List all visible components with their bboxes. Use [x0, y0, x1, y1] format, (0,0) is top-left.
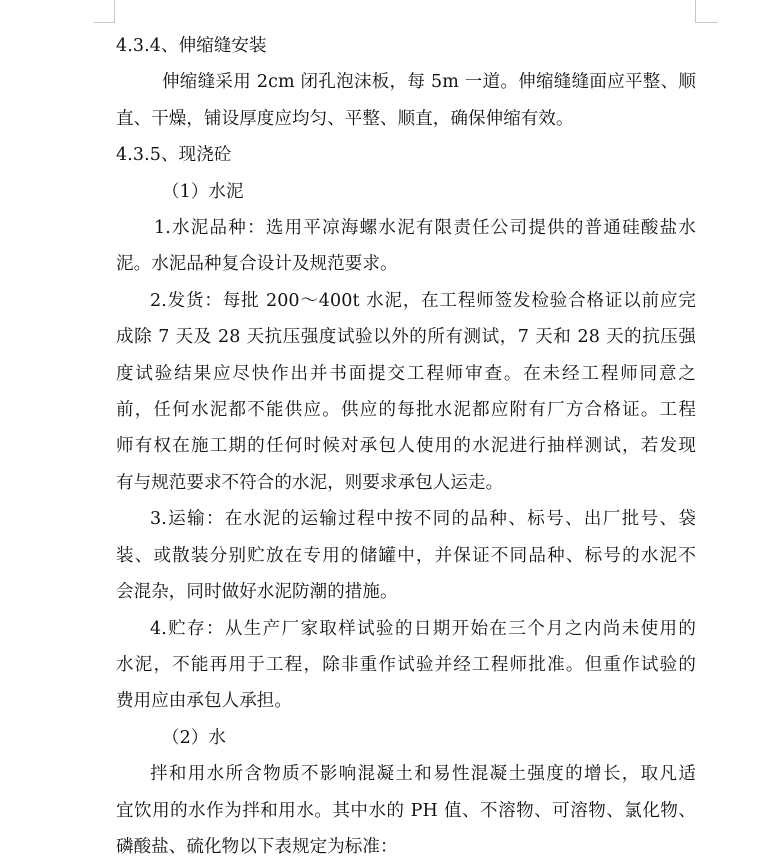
crop-mark-top-right — [695, 0, 718, 23]
document-body — [116, 28, 696, 865]
paragraph-line: 度试验结果应尽快作出并书面提交工程师审查。在未经工程师同意之 — [116, 363, 696, 384]
subheading-cement: （1）水泥 — [162, 181, 244, 202]
paragraph-line: 磷酸盐、硫化物以下表规定为标准： — [116, 836, 398, 857]
paragraph-line: 伸缩缝采用 2cm 闭孔泡沫板，每 5m 一道。伸缩缝缝面应平整、顺 — [162, 72, 696, 93]
paragraph-line: 装、或散装分别贮放在专用的储罐中，并保证不同品种、标号的水泥不 — [116, 545, 696, 566]
paragraph-line: 费用应由承包人承担。 — [116, 691, 292, 712]
section-heading-4-3-5: 4.3.5、现浇砼 — [116, 145, 232, 166]
crop-mark-top-left — [94, 0, 115, 23]
paragraph-line: 有与规范要求不符合的水泥，则要求承包人运走。 — [116, 472, 504, 493]
paragraph-line: 宜饮用的水作为拌和用水。其中水的 PH 值、不溶物、可溶物、氯化物、 — [116, 800, 696, 821]
paragraph-line: 1.水泥品种：选用平凉海螺水泥有限责任公司提供的普通硅酸盐水 — [154, 218, 696, 239]
paragraph-line: 4.贮存：从生产厂家取样试验的日期开始在三个月之内尚未使用的 — [150, 618, 696, 639]
subheading-water: （2）水 — [162, 727, 227, 748]
paragraph-line: 前，任何水泥都不能供应。供应的每批水泥都应附有厂方合格证。工程 — [116, 400, 696, 421]
section-heading-4-3-4: 4.3.4、伸缩缝安装 — [116, 36, 267, 56]
paragraph-line: 会混杂，同时做好水泥防潮的措施。 — [116, 582, 398, 603]
paragraph-line: 2.发货：每批 200～400t 水泥，在工程师签发检验合格证以前应完 — [150, 290, 696, 311]
paragraph-line: 泥。水泥品种复合设计及规范要求。 — [116, 254, 398, 275]
paragraph-line: 成除 7 天及 28 天抗压强度试验以外的所有测试，7 天和 28 天的抗压强 — [116, 327, 696, 348]
paragraph-line: 拌和用水所含物质不影响混凝土和易性混凝土强度的增长，取凡适 — [150, 764, 696, 785]
paragraph-line: 3.运输：在水泥的运输过程中按不同的品种、标号、出厂批号、袋 — [150, 509, 696, 530]
paragraph-line: 直、干燥，铺设厚度应均匀、平整、顺直，确保伸缩有效。 — [116, 108, 574, 129]
paragraph-line: 师有权在施工期的任何时候对承包人使用的水泥进行抽样测试，若发现 — [116, 436, 696, 457]
paragraph-line: 水泥，不能再用于工程，除非重作试验并经工程师批准。但重作试验的 — [116, 654, 696, 675]
